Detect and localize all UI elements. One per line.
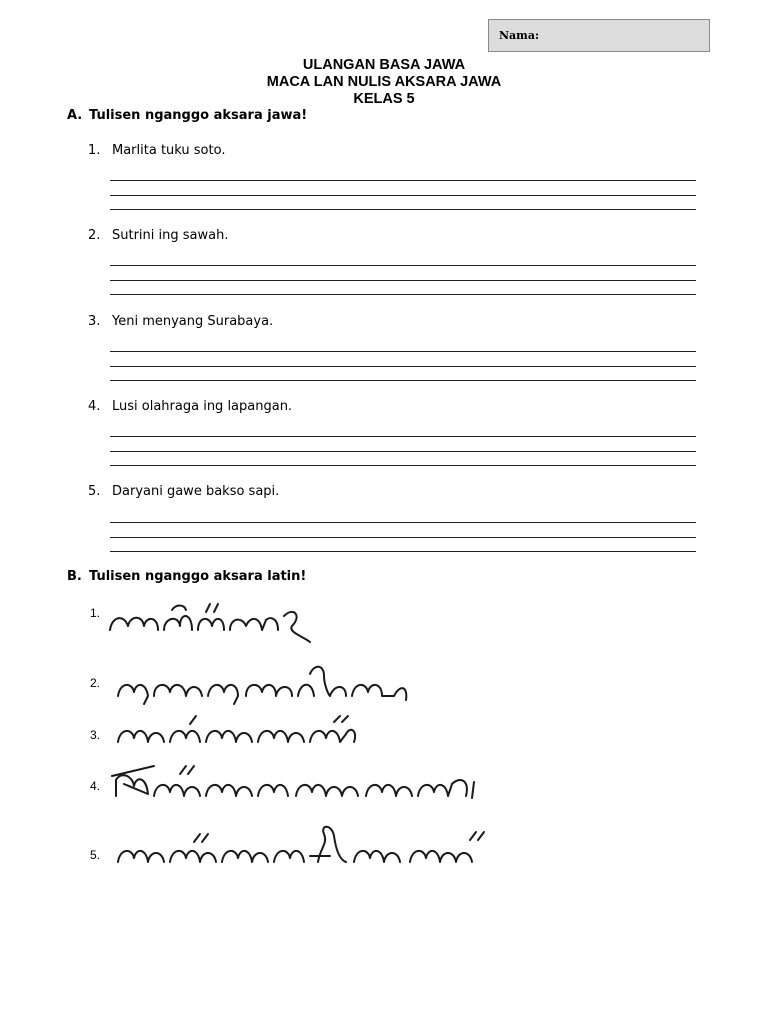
question-text: Yeni menyang Surabaya. bbox=[112, 314, 274, 329]
answer-line[interactable] bbox=[110, 380, 696, 381]
question-text: Daryani gawe bakso sapi. bbox=[112, 484, 280, 499]
section-b-letter: B. bbox=[67, 569, 82, 584]
section-b-heading bbox=[67, 569, 306, 584]
answer-line[interactable] bbox=[110, 436, 696, 437]
question-a3 bbox=[88, 314, 273, 329]
answer-line[interactable] bbox=[110, 280, 696, 281]
section-b-instruction: Tulisen nganggo aksara latin! bbox=[89, 569, 307, 584]
section-a-instruction: Tulisen nganggo aksara jawa! bbox=[89, 108, 308, 123]
javanese-script-handwriting-3 bbox=[114, 712, 364, 752]
answer-line[interactable] bbox=[110, 551, 696, 552]
handwriting-number: 3. bbox=[90, 728, 101, 742]
answer-line[interactable] bbox=[110, 366, 696, 367]
name-label: Nama: bbox=[499, 29, 540, 42]
worksheet-subtitle: MACA LAN NULIS AKSARA JAWA bbox=[266, 74, 502, 90]
answer-line[interactable] bbox=[110, 180, 696, 181]
answer-line[interactable] bbox=[110, 195, 696, 196]
question-number: 4. bbox=[88, 399, 101, 414]
answer-line[interactable] bbox=[110, 451, 696, 452]
question-number: 5. bbox=[88, 484, 101, 499]
question-a1 bbox=[88, 143, 225, 158]
question-number: 2. bbox=[88, 228, 101, 243]
question-number: 1. bbox=[88, 143, 101, 158]
javanese-script-handwriting-2 bbox=[114, 660, 414, 708]
answer-line[interactable] bbox=[110, 465, 696, 466]
worksheet-title: ULANGAN BASA JAWA bbox=[302, 57, 466, 73]
answer-line[interactable] bbox=[110, 537, 696, 538]
javanese-script-handwriting-5 bbox=[114, 822, 494, 872]
answer-line[interactable] bbox=[110, 351, 696, 352]
question-a5 bbox=[88, 484, 279, 499]
answer-line[interactable] bbox=[110, 522, 696, 523]
javanese-script-handwriting-1 bbox=[106, 596, 316, 644]
question-a4 bbox=[88, 399, 292, 414]
javanese-script-handwriting-4 bbox=[110, 762, 485, 806]
answer-line[interactable] bbox=[110, 265, 696, 266]
answer-line[interactable] bbox=[110, 294, 696, 295]
question-number: 3. bbox=[88, 314, 101, 329]
question-text: Marlita tuku soto. bbox=[112, 143, 226, 158]
worksheet-grade: KELAS 5 bbox=[353, 91, 415, 107]
handwriting-number: 5. bbox=[90, 848, 101, 862]
question-a2 bbox=[88, 228, 228, 243]
answer-line[interactable] bbox=[110, 209, 696, 210]
question-text: Sutrini ing sawah. bbox=[112, 228, 229, 243]
question-text: Lusi olahraga ing lapangan. bbox=[112, 399, 293, 414]
name-field[interactable] bbox=[488, 19, 710, 52]
handwriting-number: 1. bbox=[90, 606, 101, 620]
handwriting-number: 2. bbox=[90, 676, 101, 690]
handwriting-number: 4. bbox=[90, 779, 101, 793]
section-a-letter: A. bbox=[67, 108, 83, 123]
section-a-heading bbox=[67, 108, 307, 123]
